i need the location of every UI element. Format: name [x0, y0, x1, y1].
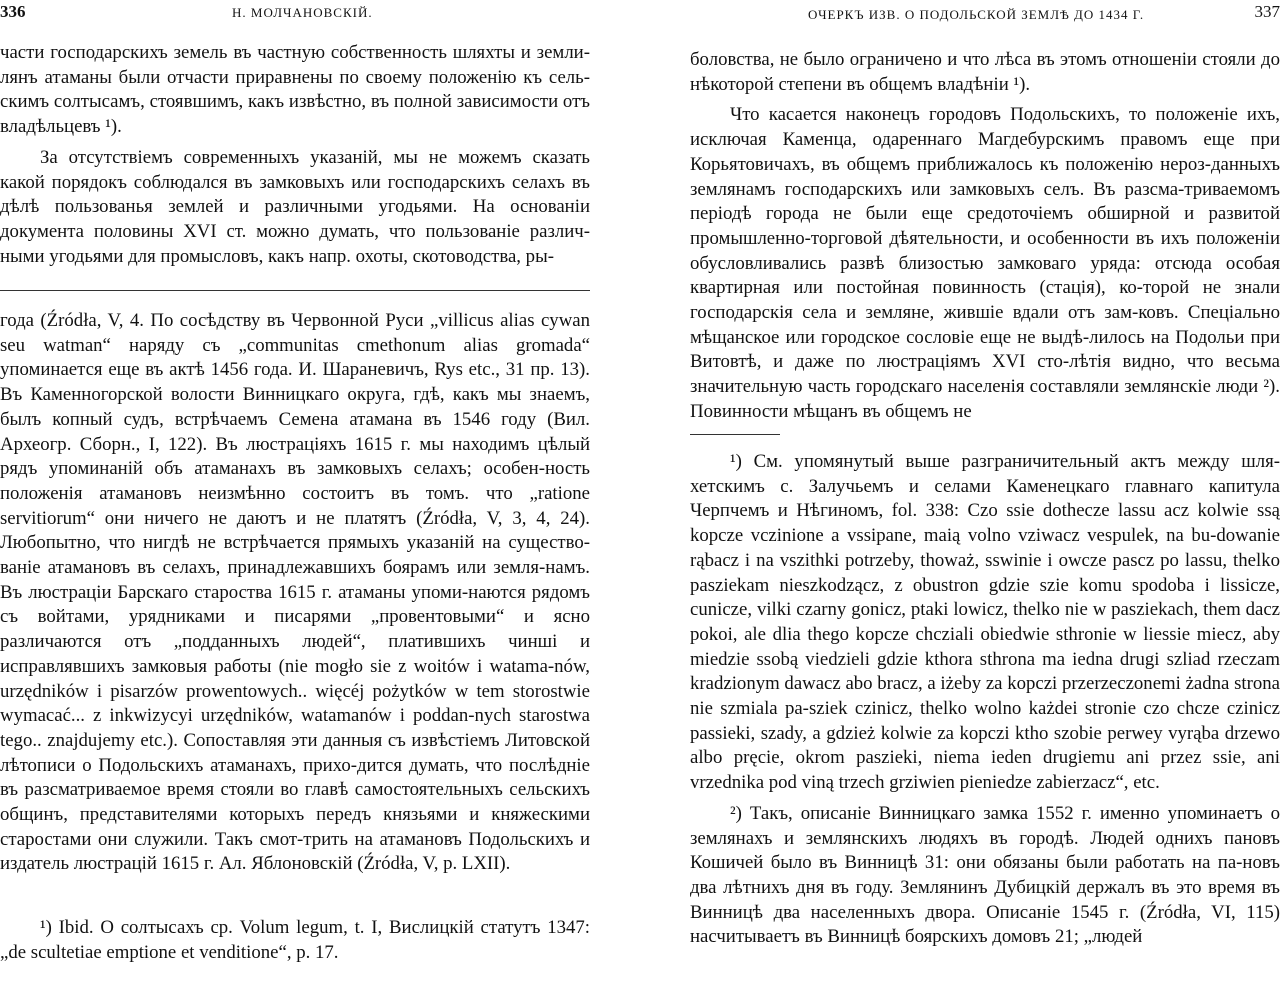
footnote-text: года (Źródła, V, 4. По сосѣдству въ Червонной Руси „villicus alias cywan seu watman“ наряду съ „communitas cmethonum alias gromada“ упоминается еще въ актѣ 1456 года. И. Шараневичъ, Rys etc., 31 пр. 13). Въ Каменногорской волости Винницкаго округа, гдѣ, какъ мы знаемъ, былъ копный судъ, встрѣчаемъ Семена атамана въ 1546 году (Вил. Археогр. Сборн., I, 122). Въ люстраціяхъ 1615 г. мы находимъ цѣлый рядъ упоминаній объ атаманахъ въ замковыхъ селахъ; особен-ность положенія атамановъ неизмѣнно состоитъ въ томъ. что „ratione servitiorum“ они ничего не даютъ и не платятъ (Źródła, V, 3, 4, 24). Любопытно, что нигдѣ не встрѣчается прямыхъ указаній на существо-ваніе атамановъ въ селахъ, принадлежавшихъ боярамъ или земля-намъ. Въ люстраціи Барскаго староства 1615 г. атаманы упоми-наются рядомъ съ войтами, урядниками и писарями „провентовыми“ и ясно различаются отъ „подданныхъ людей“, платившихъ чиншi и исправлявшихъ замковыя работы (nie mogło sie z woitów i watama-nów, urzędników i pisarzów prowentowych.. więcéj pożytków w tem storostwie wymacać... z inkwizycyi urzędników, watamanów i poddan-nych starostwa tego.. znajdujemy etc.). Сопоставляя эти данныя съ извѣстіемъ Литовской лѣтописи о Подольскихъ атаманахъ, прихо-дится думать, что послѣдніе въ разсматриваемое время стояли во главѣ самостоятельныхъ сельскихъ общинъ, представителями которыхъ передъ князьями и княжескими старостами они служили. Такъ смот-трить на атамановъ Подольскихъ и издатель люстрацій 1615 г. Ал. Яблоновскій (Źródła, V, p. LXII). — [0, 310, 590, 875]
right-page — [690, 0, 1280, 982]
left-footnote-continued — [0, 309, 590, 877]
running-title-right: ОЧЕРКЪ ИЗВ. О ПОДОЛЬСКОЙ ЗЕМЛѢ ДО 1434 Г. — [808, 7, 1145, 22]
paragraph: Что касается наконецъ городовъ Подольскихъ, то положеніе ихъ, исключая Каменца, одареннаго Магдебурскимъ правомъ еще при Корьятовичахъ, въ общемъ приближалось къ положенію нероз-данныхъ землянамъ господарскихъ или замковыхъ селъ. Въ разсма-триваемомъ періодѣ города не были еще средоточіемъ обширной и развитой промышленно-торговой дѣятельности, и особенности въ ихъ положеніи обусловливались развѣ близостью замковаго уряда: отсюда особая квартирная или постойная повинность (стація), ко-торой не знали господарскія села и земляне, жившіе вдали отъ зам-ковъ. Спеціально мѣщанское или городское сословіе еще не выдѣ-лилось на Подольи при Витовтѣ, и даже по люстраціямъ XVI сто-лѣтія видно, что весьма значительную часть городскаго населенія составляли землянскіе люди ²). Повинности мѣщанъ въ общемъ не — [690, 104, 1280, 422]
footnote-text: ¹) Ibid. О солтысахъ ср. Volum legum, t. I, Вислицкій статутъ 1347: „de scultetiae emptione et venditione“, p. 17. — [0, 917, 590, 963]
right-main-text — [690, 48, 1280, 425]
paragraph: боловства, не было ограничено и что лѣса въ этомъ отношеніи стояли до нѣкоторой степени въ общемъ владѣніи ¹). — [690, 49, 1280, 95]
paragraph: части господарскихъ земель въ частную собственность шляхты и земли-лянъ атаманы были отчасти приравнены по своему положенію къ сель-скимъ солтысамъ, стоявшимъ, какъ извѣстно, въ полной зависимости отъ владѣльцевъ ¹). — [0, 42, 590, 138]
paragraph: За отсутствіемъ современныхъ указаній, мы не можемъ сказать какой порядокъ соблюдался въ замковыхъ или господарскихъ селахъ въ дѣлѣ пользованья землей и различными угодьями. На основаніи документа половины XVI ст. можно думать, что пользованіе различ-ными угодьями для промысловъ, какъ напр. охоты, скотоводства, ры- — [0, 146, 590, 267]
left-page — [0, 0, 590, 982]
page-number-right: 337 — [1254, 2, 1280, 21]
footnote-divider — [690, 434, 780, 435]
footnote-2: ²) Такъ, описаніе Винницкаго замка 1552 г. именно упоминаетъ о землянахъ и землянскихъ людяхъ въ городѣ. Людей однихъ пановъ Кошичей было въ Винницѣ 31: они обязаны были работать на па-новъ два лѣтнихъ дня въ году. Землянинъ Дубицкій держалъ въ это время въ Винницѣ два населенныхъ двора. Описаніе 1545 г. (Źródła, VI, 115) насчитываетъ въ Винницѣ боярскихъ домовъ 21; „людей — [690, 802, 1280, 948]
page-number-left: 336 — [0, 2, 26, 21]
left-main-text — [0, 41, 590, 269]
left-running-header — [0, 2, 590, 24]
footnote-divider — [0, 290, 590, 291]
right-running-header — [690, 2, 1280, 24]
running-title-left: Н. МОЛЧАНОВСКІЙ. — [232, 5, 373, 20]
footnote-1: ¹) См. упомянутый выше разграничительный актъ между шля-хетскимъ с. Залучьемъ и селами Каменецкаго главнаго капитула Черпчемъ и Нѣгиномъ, fol. 338: Czo ssie dothecze lassu acz kolwie ssą kopcze vczinione a vssipane, maią volno vziwacz vespulek, na bu-dowanie rąbacz i na vszithki potrzeby, thoważ, sswinie i owcze pascz po lassu, thelko pasziekam nieszkodzącz, z obustron gdzie szie komu spodoba i lissicze, cunicze, vilki czarny gonicz, ptaki lowicz, thelko nie w pasziekach, them dacz pokoi, ale dlia thego kopcze chczialі obiedwie sthronie w liessie miecz, aby miedzie ssobą viedzieli gdzie kthora sthrona ma iedna drugi szliad rzeczam kradzionym dawacz abo bracz, a iżeby za kopczi przerzeczonemi żadna strona nie szmiala pa-sziek czinicz, thelko wolno każdei stronie czo chcze czinicz passieki, szady, a gdzież kolwie za kopczi ktho szobie perwey vyrąba drzewo albo pręcie, okrom paszieki, niema ieden drugiemu ani przez ssie, ani vrzednika pod viną trzech grziwien pieniedze zabierzacz“, etc. — [690, 451, 1280, 794]
right-footnotes — [690, 450, 1280, 950]
left-footnote-1 — [0, 916, 590, 965]
